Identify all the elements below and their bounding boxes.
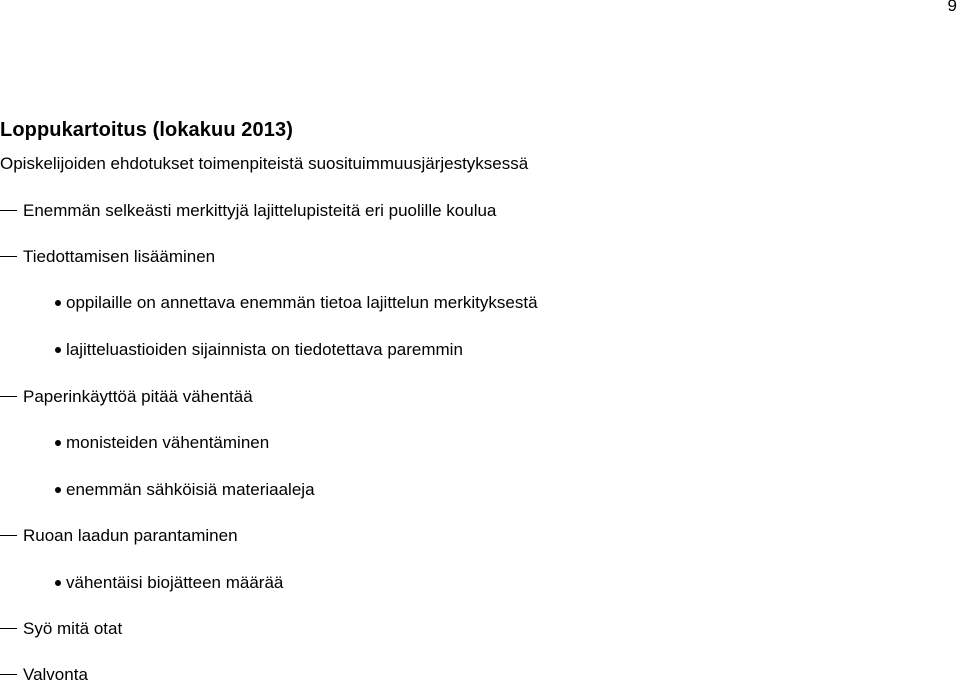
list-item-text: oppilaille on annettava enemmän tietoa lajittelun merkityksestä — [66, 293, 538, 312]
list-item — [55, 339, 463, 361]
list-item-text: Valvonta — [23, 665, 88, 684]
list-item — [55, 572, 283, 594]
list-item — [0, 664, 88, 686]
dash-icon — [0, 396, 17, 397]
list-item-text: enemmän sähköisiä materiaaleja — [66, 480, 315, 499]
list-item-text: Tiedottamisen lisääminen — [23, 247, 216, 266]
dash-icon — [0, 210, 17, 211]
list-item-text: vähentäisi biojätteen määrää — [66, 573, 284, 592]
list-item-text: Syö mitä otat — [23, 619, 123, 638]
list-item-text: monisteiden vähentäminen — [66, 433, 270, 452]
list-item — [0, 200, 496, 222]
bullet-icon — [55, 580, 61, 586]
list-item-text: Enemmän selkeästi merkittyjä lajittelupisteitä eri puolille koulua — [23, 201, 497, 220]
list-item-text: Paperinkäyttöä pitää vähentää — [23, 387, 253, 406]
list-item-text: Ruoan laadun parantaminen — [23, 526, 238, 545]
list-item — [0, 386, 253, 408]
list-item-text: lajitteluastioiden sijainnista on tiedotettava paremmin — [66, 340, 463, 359]
bullet-icon — [55, 440, 61, 446]
document-subtitle: Opiskelijoiden ehdotukset toimenpiteistä suosituimmuusjärjestyksessä — [0, 154, 529, 173]
list-item — [0, 618, 122, 640]
dash-icon — [0, 256, 17, 257]
list-item — [55, 432, 269, 454]
document-title: Loppukartoitus (lokakuu 2013) — [0, 119, 293, 141]
page-number: 9 — [947, 0, 957, 15]
list-item — [55, 292, 538, 314]
bullet-icon — [55, 487, 61, 493]
dash-icon — [0, 628, 17, 629]
dash-icon — [0, 535, 17, 536]
bullet-icon — [55, 300, 61, 306]
bullet-icon — [55, 347, 61, 353]
list-item — [55, 479, 315, 501]
list-item — [0, 525, 238, 547]
dash-icon — [0, 674, 17, 675]
list-item — [0, 246, 215, 268]
